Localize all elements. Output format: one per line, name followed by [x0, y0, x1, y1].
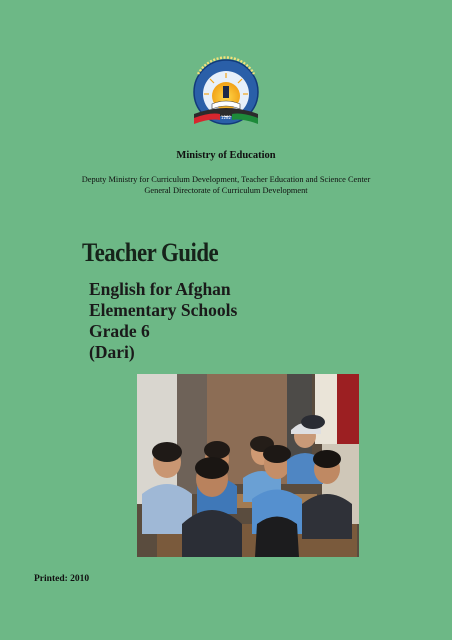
department-line: General Directorate of Curriculum Development [144, 186, 308, 195]
book-title: Teacher Guide [82, 238, 219, 267]
emblem-year: 1282 [220, 115, 232, 120]
subtitle-line: Grade 6 [89, 321, 150, 341]
department-block [0, 174, 452, 196]
ministry-emblem-logo [186, 56, 266, 136]
subtitle-line: (Dari) [89, 342, 135, 362]
department-line: Deputy Ministry for Curriculum Development, Teacher Education and Science Center [81, 175, 371, 184]
printed-date: Printed: 2010 [34, 574, 90, 584]
classroom-photo [137, 374, 359, 557]
ministry-name: Ministry of Education [176, 150, 276, 161]
emblem-icon [186, 56, 266, 136]
classroom-illustration [137, 374, 359, 557]
book-subtitle [89, 279, 237, 363]
subtitle-line: Elementary Schools [89, 300, 238, 320]
subtitle-line: English for Afghan [89, 279, 231, 299]
